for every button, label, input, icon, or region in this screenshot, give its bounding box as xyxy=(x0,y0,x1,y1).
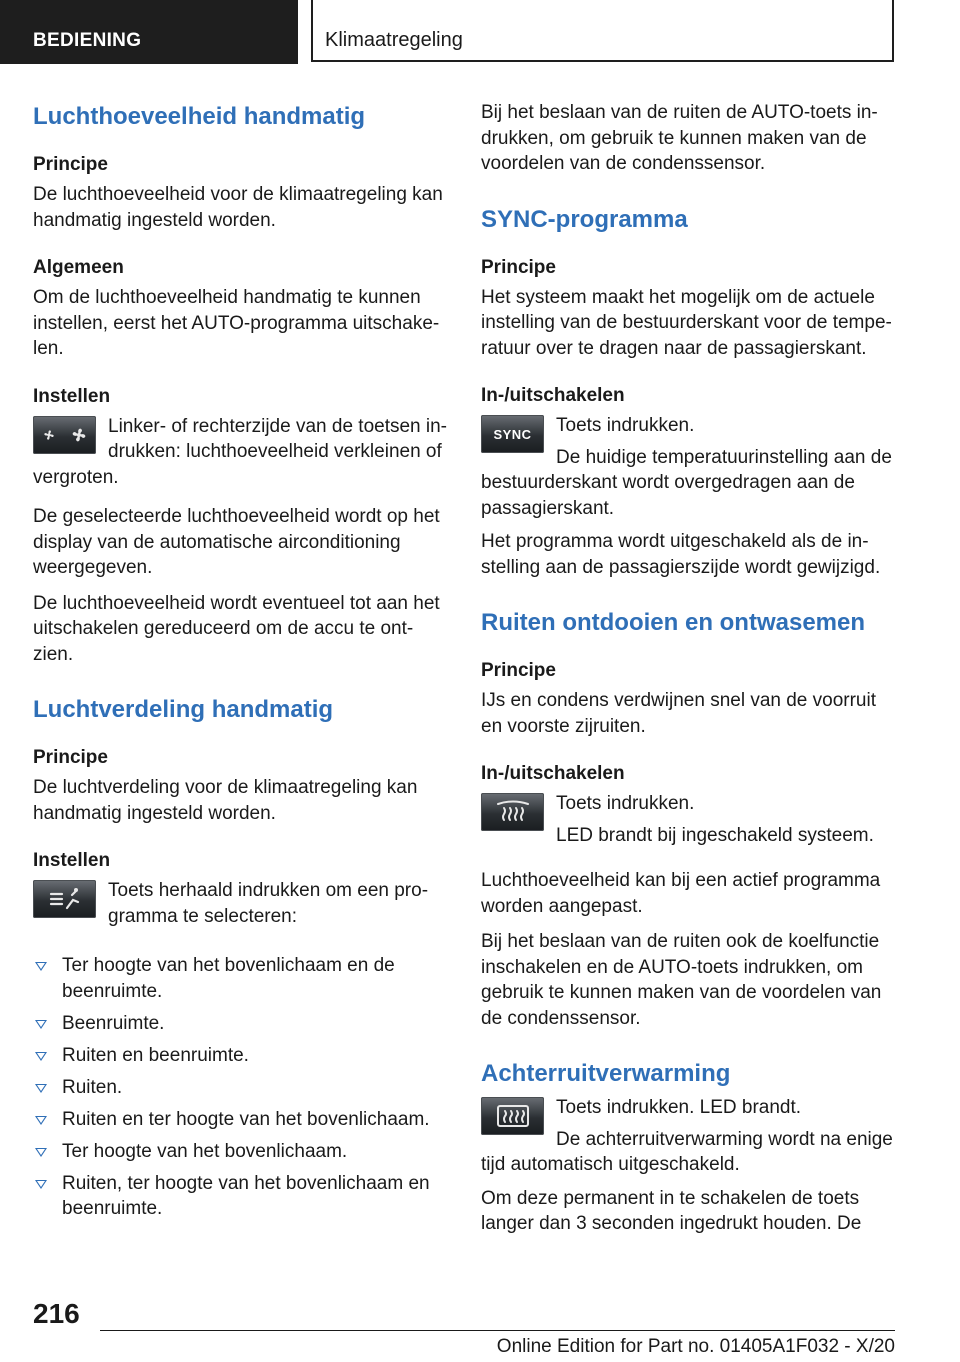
footer-divider xyxy=(100,1330,895,1331)
heading-defrost: Ruiten ontdooien en ontwasemen xyxy=(481,609,866,636)
header-chapter-tab xyxy=(311,0,894,62)
subheading-principle: Principe xyxy=(33,154,108,175)
airflow-setting-block xyxy=(33,414,448,497)
paragraph: Om deze permanent in te schakelen de toets langer dan 3 seconden ingedrukt houden. De xyxy=(481,1187,862,1234)
subheading-setting: Instellen xyxy=(33,385,111,407)
list-item-text: Ruiten en beenruimte. xyxy=(62,1044,249,1066)
triangle-bullet-icon xyxy=(35,962,47,971)
paragraph: Toets herhaald indrukken om een pro-gramma te selecteren: xyxy=(108,880,429,927)
heading-airflow-manual: Luchthoeveelheid handmatig xyxy=(33,103,366,130)
list-item xyxy=(33,1139,448,1165)
paragraph: De luchtverdeling voor de klimaatregeling kan handmatig ingesteld worden. xyxy=(33,777,418,824)
subheading-principle: Principe xyxy=(33,747,108,768)
header-section-label: BEDIENING xyxy=(33,30,142,51)
fan-speed-button-icon xyxy=(33,416,96,454)
sync-setting-block xyxy=(481,413,899,527)
paragraph: Bij het beslaan van de ruiten de AUTO-toets in-drukken, om gebruik te kunnen maken van de voordelen van de condenssensor. xyxy=(481,102,878,174)
paragraph: De luchthoeveelheid voor de klimaatregeling kan handmatig ingesteld worden. xyxy=(33,184,443,231)
subheading-setting: Instellen xyxy=(33,850,111,871)
paragraph: Het programma wordt uitgeschakeld als de in-stelling aan de passagierszijde wordt gewijzigd. xyxy=(481,531,881,578)
paragraph: De luchthoeveelheid wordt eventueel tot aan het uitschakelen gereduceerd om de accu te ont-zien. xyxy=(33,592,440,665)
paragraph: Om de luchthoeveelheid handmatig te kunnen instellen, eerst het AUTO-programma uitschake-len. xyxy=(33,287,440,359)
paragraph: Bij het beslaan van de ruiten ook de koelfunctie inschakelen en de AUTO-toets indrukken, om gebruik te kunnen maken van de voordelen van de condenssensor. xyxy=(481,931,882,1029)
rear-window-heating-button-icon xyxy=(481,1097,544,1135)
list-item xyxy=(33,1075,448,1101)
subheading-on-off: In-/uitschakelen xyxy=(481,763,625,784)
sync-button-icon: SYNC xyxy=(481,415,544,453)
rear-heating-block xyxy=(481,1095,899,1184)
list-item xyxy=(33,1107,448,1133)
triangle-bullet-icon xyxy=(35,1148,47,1157)
list-item-text: Ruiten en ter hoogte van het bovenlichaam. xyxy=(62,1108,430,1130)
paragraph: Luchthoeveelheid kan bij een actief programma worden aangepast. xyxy=(481,870,881,917)
triangle-bullet-icon xyxy=(35,1180,47,1189)
right-column xyxy=(481,100,899,1247)
distribution-setting-block xyxy=(33,878,448,935)
list-item xyxy=(33,1171,448,1222)
left-column xyxy=(33,100,448,1228)
air-distribution-button-icon xyxy=(33,880,96,918)
list-item-text: Ter hoogte van het bovenlichaam. xyxy=(62,1140,348,1162)
triangle-bullet-icon xyxy=(35,1084,47,1093)
triangle-bullet-icon xyxy=(35,1052,47,1061)
paragraph: IJs en condens verdwijnen snel van de voorruit en voorste zijruiten. xyxy=(481,690,877,737)
footer-edition-text: Online Edition for Part no. 01405A1F032 - X/20 xyxy=(496,1336,895,1357)
list-item xyxy=(33,1011,448,1037)
triangle-bullet-icon xyxy=(35,1116,47,1125)
subheading-on-off: In-/uitschakelen xyxy=(481,385,625,406)
list-item-text: Ruiten, ter hoogte van het bovenlichaam en beenruimte. xyxy=(62,1172,430,1219)
triangle-bullet-icon xyxy=(35,1020,47,1029)
paragraph: De huidige temperatuurinstelling aan de bestuurderskant wordt overgedragen aan de passagierskant. xyxy=(481,446,892,519)
paragraph: Toets indrukken. LED brandt. xyxy=(556,1097,802,1118)
distribution-options-list xyxy=(33,953,448,1222)
paragraph: De geselecteerde luchthoeveelheid wordt op het display van de automatische airconditioning weergegeven. xyxy=(33,506,440,578)
heading-distribution-manual: Luchtverdeling handmatig xyxy=(33,696,334,723)
list-item xyxy=(33,1043,448,1069)
paragraph: Toets indrukken. xyxy=(556,793,695,814)
defrost-setting-block xyxy=(481,791,899,854)
heading-sync-program: SYNC-programma xyxy=(481,205,688,233)
subheading-general: Algemeen xyxy=(33,257,124,278)
heading-rear-window-heating: Achterruitverwarming xyxy=(481,1060,731,1087)
paragraph: De achterruitverwarming wordt na enige tijd automatisch uitgeschakeld. xyxy=(481,1128,893,1175)
header-section-tab xyxy=(0,0,298,64)
paragraph: Linker- of rechterzijde van de toetsen in-drukken: luchthoeveelheid verkleinen of vergroten. xyxy=(33,415,448,488)
list-item-text: Beenruimte. xyxy=(62,1012,165,1034)
paragraph: LED brandt bij ingeschakeld systeem. xyxy=(556,824,874,846)
header-chapter-label: Klimaatregeling xyxy=(325,29,463,51)
paragraph: Het systeem maakt het mogelijk om de actuele instelling van de bestuurderskant voor de tempe-ratuur over te dragen naar de passagierskant. xyxy=(481,286,892,359)
windshield-defrost-button-icon xyxy=(481,793,544,831)
paragraph: Toets indrukken. xyxy=(556,415,695,436)
list-item-text: Ter hoogte van het bovenlichaam en de beenruimte. xyxy=(62,955,395,1002)
subheading-principle: Principe xyxy=(481,660,556,681)
list-item xyxy=(33,953,448,1004)
subheading-principle: Principe xyxy=(481,256,556,278)
page-number: 216 xyxy=(33,1298,80,1329)
list-item-text: Ruiten. xyxy=(62,1076,123,1098)
